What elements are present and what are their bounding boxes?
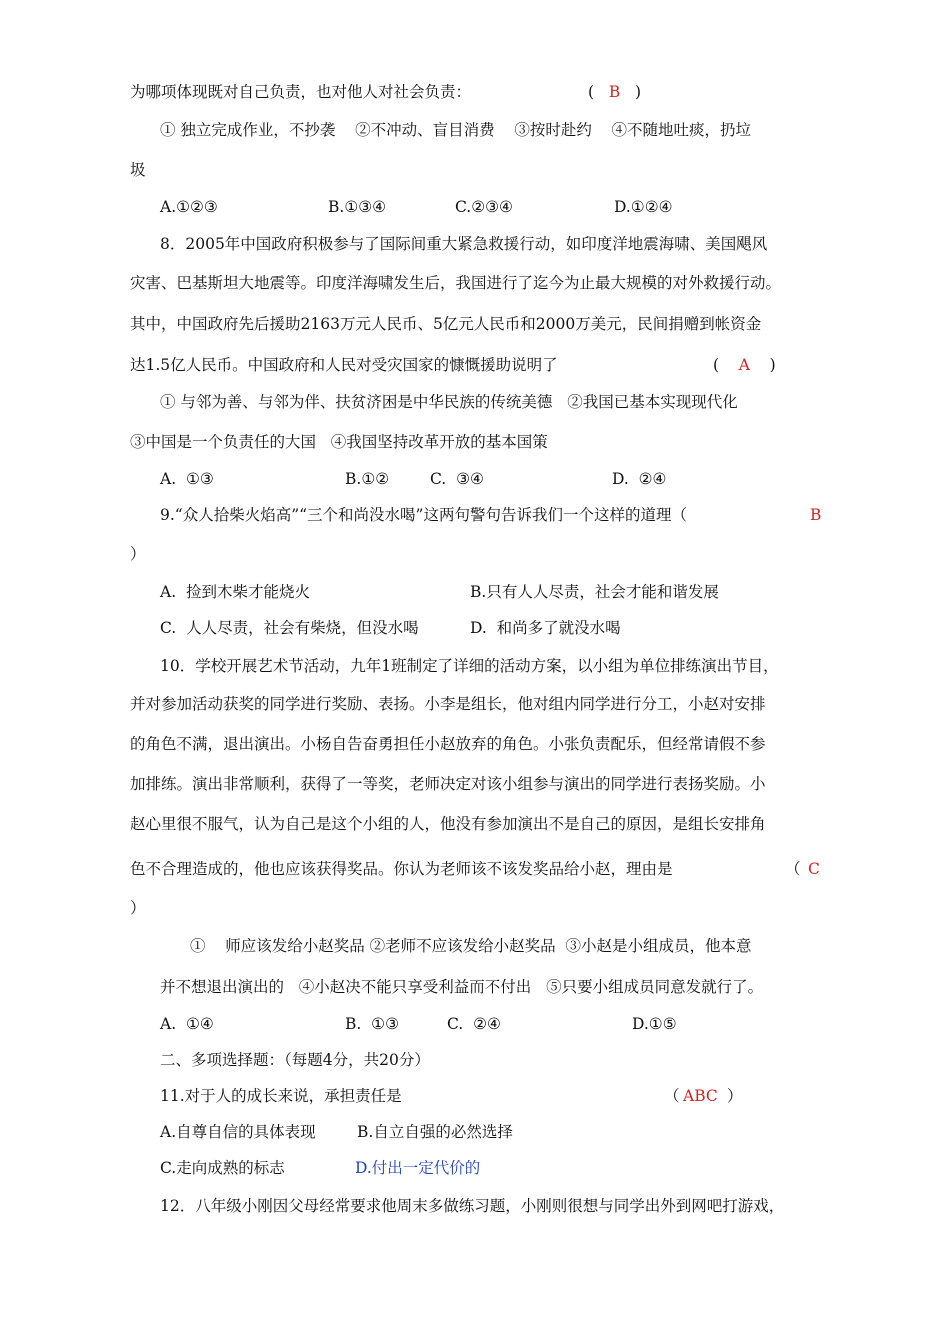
q11-option-c: C.走向成熟的标志 — [160, 1159, 285, 1177]
q8-answer: A — [738, 356, 750, 374]
q11-close-paren: ） — [727, 1087, 743, 1105]
q10-option-a: A. ①④ — [160, 1015, 214, 1033]
q11-stem: 11.对于人的成长来说，承担责任是 — [160, 1087, 402, 1105]
q9-option-c: C. 人人尽责，社会有柴烧，但没水喝 — [160, 619, 419, 637]
q8-option-a: A. ①③ — [160, 470, 214, 488]
q10-option-b: B. ①③ — [345, 1015, 399, 1033]
q11-option-b: B.自立自强的必然选择 — [357, 1123, 513, 1141]
q9-close-paren: ） — [130, 545, 146, 563]
section-heading: 二、多项选择题：（每题4分，共20分） — [160, 1051, 430, 1069]
q10-line5: 赵心里很不服气，认为自己是这个小组的人，他没有参加演出不是自己的原因，是组长安排角 — [130, 815, 766, 833]
q11-option-a: A.自尊自信的具体表现 — [160, 1123, 316, 1141]
q9-option-d: D. 和尚多了就没水喝 — [470, 619, 621, 637]
q10-line2: 并对参加活动获奖的同学进行奖励、表扬。小李是组长，他对组内同学进行分工，小赵对安排 — [130, 695, 766, 713]
q11-option-d: D.付出一定代价的 — [355, 1159, 481, 1177]
q8-line4: 达1.5亿人民币。中国政府和人民对受灾国家的慷慨援助说明了 — [130, 356, 558, 374]
q8-line2: 灾害、巴基斯坦大地震等。印度洋海啸发生后，我国进行了迄今为止最大规模的对外救援行动。 — [130, 274, 782, 292]
q10-line1: 10．学校开展艺术节活动，九年1班制定了详细的活动方案，以小组为单位排练演出节目， — [160, 657, 779, 675]
q8-option-d: D. ②④ — [612, 470, 667, 488]
q10-answer: C — [808, 860, 820, 878]
q10-line6: 色不合理造成的，他也应该获得奖品。你认为老师该不该发奖品给小赵，理由是 — [130, 860, 673, 878]
q8-items-line1: ① 与邻为善、与邻为伴、扶贫济困是中华民族的传统美德 ②我国已基本实现现代化 — [160, 393, 738, 411]
q9-answer: B — [810, 506, 822, 524]
q8-option-b: B.①② — [345, 470, 390, 488]
q9-line1: 9.“众人拾柴火焰高”“三个和尚没水喝”这两句警句告诉我们一个这样的道理（ — [160, 506, 687, 524]
q10-items-line1: ① 师应该发给小赵奖品 ②老师不应该发给小赵奖品 ③小赵是小组成员，他本意 — [190, 937, 752, 955]
q7-answer: B — [608, 83, 621, 101]
q8-line3: 其中，中国政府先后援助2163万元人民币、5亿元人民币和2000万美元，民间捐赠到帐资金 — [130, 315, 762, 333]
q7-stem: 为哪项体现既对自己负责，也对他人对社会负责： — [130, 83, 472, 101]
q8-line1: 8．2005年中国政府积极参与了国际间重大紧急救援行动，如印度洋地震海啸、美国飓风 — [160, 235, 768, 253]
q11-open-paren: （ — [664, 1087, 680, 1105]
q7-answer-bracket: ( B ) — [588, 83, 642, 101]
q8-option-c: C. ③④ — [430, 470, 484, 488]
q12-line1: 12．八年级小刚因父母经常要求他周末多做练习题，小刚则很想与同学出外到网吧打游戏， — [160, 1197, 785, 1215]
q7-option-c: C.②③④ — [455, 198, 513, 216]
q10-line3: 的角色不满，退出演出。小杨自告奋勇担任小赵放弃的角色。小张负责配乐，但经常请假不参 — [130, 735, 766, 753]
q8-items-line2: ③中国是一个负责任的大国 ④我国坚持改革开放的基本国策 — [130, 433, 548, 451]
q7-option-a: A.①②③ — [160, 198, 218, 216]
q10-option-c: C. ②④ — [447, 1015, 501, 1033]
q7-items-line2: 圾 — [130, 161, 146, 179]
q10-line4: 加排练。演出非常顺利，获得了一等奖，老师决定对该小组参与演出的同学进行表扬奖励。小 — [130, 775, 766, 793]
q9-option-b: B.只有人人尽责，社会才能和谐发展 — [470, 583, 719, 601]
q9-option-a: A. 捡到木柴才能烧火 — [160, 583, 310, 601]
q10-open-paren: （ — [785, 860, 801, 878]
q11-answer: ABC — [683, 1087, 718, 1105]
q7-option-b: B.①③④ — [328, 198, 387, 216]
q10-close-paren: ） — [130, 899, 146, 917]
q7-option-d: D.①②④ — [614, 198, 673, 216]
q7-items-line1: ① 独立完成作业，不抄袭 ②不冲动、盲目消费 ③按时赴约 ④不随地吐痰，扔垃 — [160, 121, 752, 139]
q8-answer-bracket: ( A ) — [713, 356, 776, 374]
q10-items-line2: 并不想退出演出的 ④小赵决不能只享受利益而不付出 ⑤只要小组成员同意发就行了。 — [160, 978, 764, 996]
q10-option-d: D.①⑤ — [632, 1015, 677, 1033]
